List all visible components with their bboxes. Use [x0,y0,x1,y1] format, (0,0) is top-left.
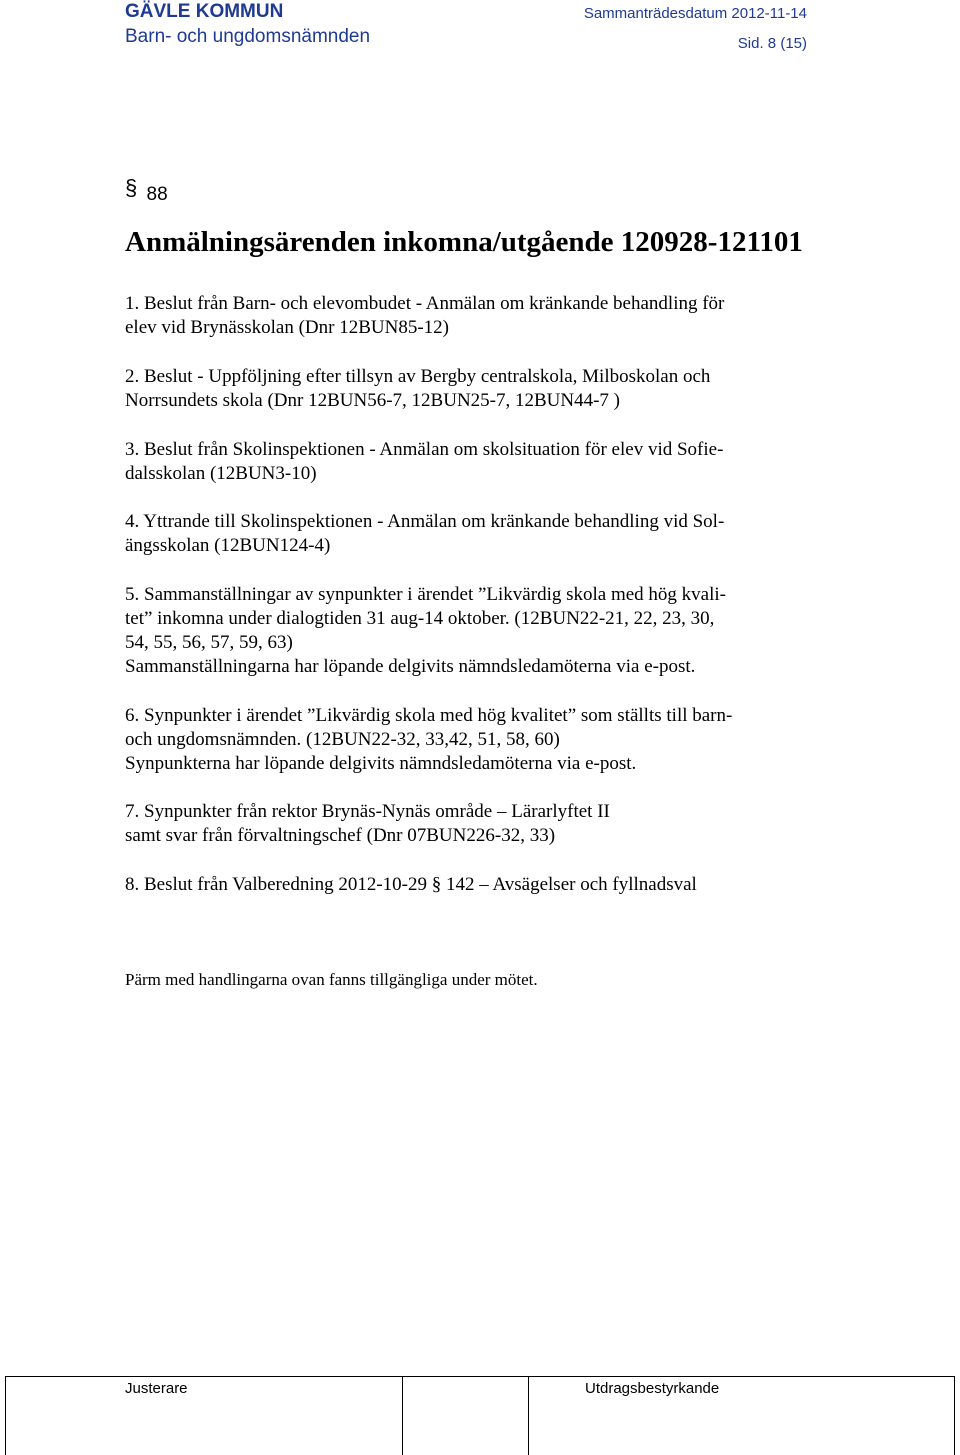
footer-right-border [954,1376,955,1455]
item-3-line-1: 3. Beslut från Skolinspektionen - Anmälan om skolsituation för elev vid Sofie- [125,439,724,460]
footer-divider-1 [402,1376,403,1455]
section-number [125,175,168,206]
meeting-date: Sammanträdesdatum 2012-11-14 [583,5,807,22]
footer-left-border [5,1376,6,1455]
item-2-line-2: Norrsundets skola (Dnr 12BUN56-7, 12BUN25-7, 12BUN44-7 ) [125,390,621,411]
item-2-line-1: 2. Beslut - Uppföljning efter tillsyn av Bergby centralskola, Milboskolan och [125,366,711,387]
footer-rule [5,1376,955,1377]
closing-note: Pärm med handlingarna ovan fanns tillgängliga under mötet. [125,970,538,989]
item-5-line-3: 54, 55, 56, 57, 59, 63) [125,632,293,653]
item-4-line-2: ängsskolan (12BUN124-4) [125,535,331,556]
item-6-line-2: och ungdomsnämnden. (12BUN22-32, 33,42, 51, 58, 60) [125,729,560,750]
item-5-line-2: tet” inkomna under dialogtiden 31 aug-14 oktober. (12BUN22-21, 22, 23, 30, [125,608,715,629]
item-7-line-1: 7. Synpunkter från rektor Brynäs-Nynäs område – Lärarlyftet II [125,801,610,822]
department-name: Barn- och ungdomsnämnden [125,26,371,47]
item-5-line-4: Sammanställningarna har löpande delgivits nämndsledamöterna via e-post. [125,656,696,677]
item-3-line-2: dalsskolan (12BUN3-10) [125,463,317,484]
item-4-line-1: 4. Yttrande till Skolinspektionen - Anmälan om kränkande behandling vid Sol- [125,511,725,532]
item-6-line-1: 6. Synpunkter i ärendet ”Likvärdig skola med hög kvalitet” som ställts till barn- [125,705,733,726]
item-5-line-1: 5. Sammanställningar av synpunkter i ärendet ”Likvärdig skola med hög kvali- [125,584,726,605]
item-1-line-2: elev vid Brynässkolan (Dnr 12BUN85-12) [125,317,450,338]
item-8-line-1: 8. Beslut från Valberedning 2012-10-29 § 142 – Avsägelser och fyllnadsval [125,874,697,895]
footer-divider-2 [528,1376,529,1455]
section-symbol: § [125,175,138,200]
section-number-value: 88 [146,184,168,205]
item-6-line-3: Synpunkterna har löpande delgivits nämndsledamöterna via e-post. [125,753,637,774]
footer-utdragsbestyrkande: Utdragsbestyrkande [585,1380,720,1397]
item-1-line-1: 1. Beslut från Barn- och elevombudet - Anmälan om kränkande behandling för [125,293,725,314]
footer-justerare: Justerare [125,1380,188,1397]
item-7-line-2: samt svar från förvaltningschef (Dnr 07BUN226-32, 33) [125,825,556,846]
document-title: Anmälningsärenden inkomna/utgående 120928-121101 [125,226,803,258]
organization-name: GÄVLE KOMMUN [125,1,284,22]
page-number: Sid. 8 (15) [737,35,807,52]
